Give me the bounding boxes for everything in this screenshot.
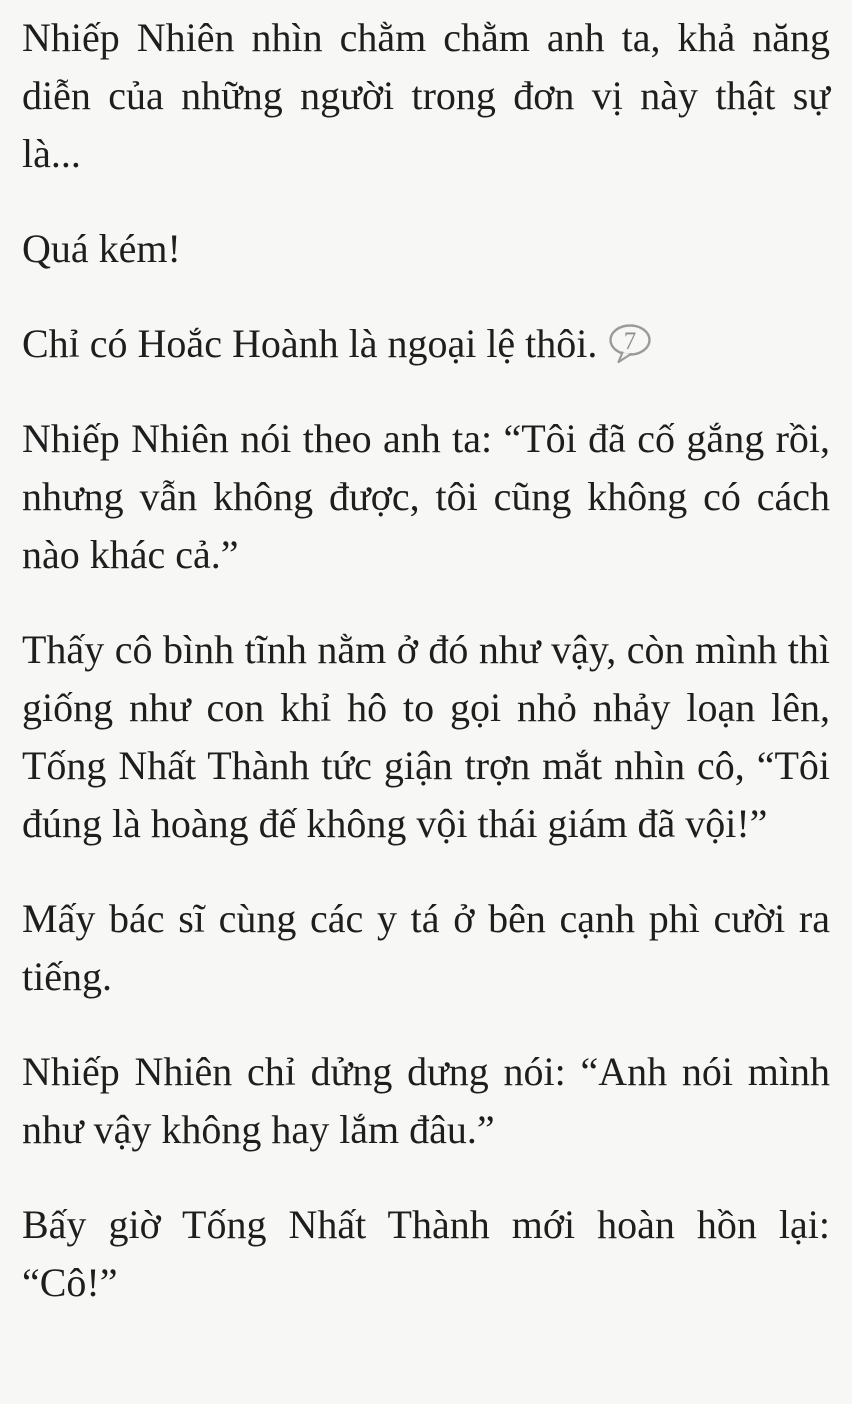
paragraph: Thấy cô bình tĩnh nằm ở đó như vậy, còn mình thì giống như con khỉ hô to gọi nhỏ nhảy loạn lên, Tống Nhất Thành tức giận trợn mắt nhìn cô, “Tôi đúng là hoàng đế không vội thái giám đã vội!” (22, 627, 830, 846)
comment-count-badge[interactable] (607, 322, 653, 364)
paragraph: Quá kém! (22, 226, 181, 271)
paragraph: Nhiếp Nhiên nói theo anh ta: “Tôi đã cố gắng rồi, nhưng vẫn không được, tôi cũng không có cách nào khác cả.” (22, 416, 830, 577)
paragraph: Mấy bác sĩ cùng các y tá ở bên cạnh phì cười ra tiếng. (22, 896, 830, 999)
paragraph: Nhiếp Nhiên chỉ dửng dưng nói: “Anh nói mình như vậy không hay lắm đâu.” (22, 1049, 830, 1152)
comment-count: 7 (624, 328, 637, 355)
paragraph-text: Chỉ có Hoắc Hoành là ngoại lệ thôi. (22, 321, 598, 366)
paragraph: Bấy giờ Tống Nhất Thành mới hoàn hồn lại: “Cô!” (22, 1202, 830, 1305)
paragraph (22, 315, 830, 373)
speech-bubble-icon (607, 322, 653, 364)
paragraph: Nhiếp Nhiên nhìn chằm chằm anh ta, khả năng diễn của những người trong đơn vị này thật sự là... (22, 15, 830, 176)
